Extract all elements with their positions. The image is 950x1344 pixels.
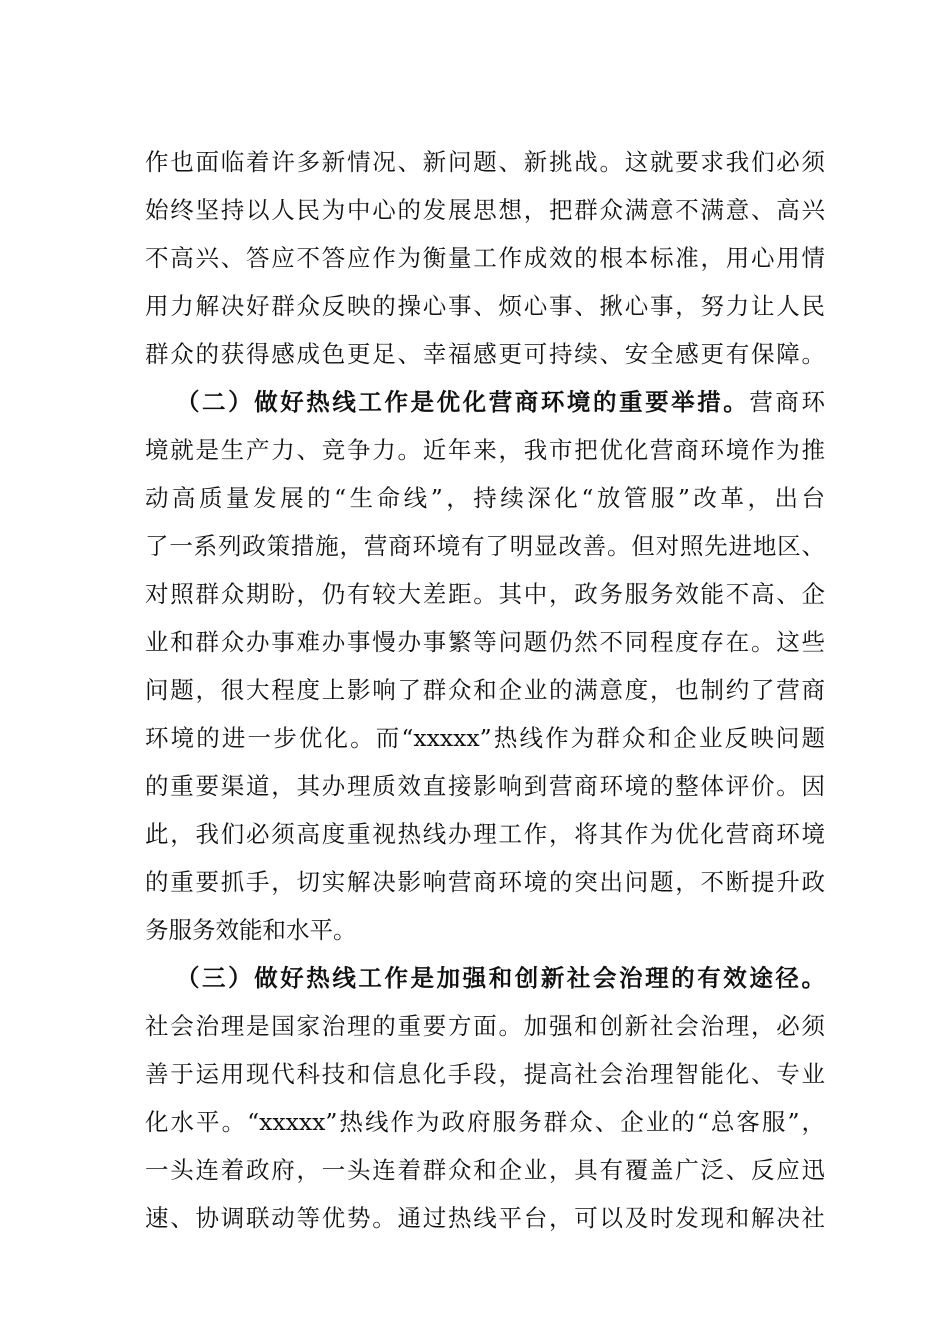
text-line: 对照群众期盼，仍有较大差距。其中，政务服务效能不高、企 — [145, 580, 825, 608]
text-span: 营商环 — [749, 388, 825, 416]
text-line: 业和群众办事难办事慢办事繁等问题仍然不同程度存在。这些 — [145, 628, 825, 656]
text-line: 问题，很大程度上影响了群众和企业的满意度，也制约了营商 — [145, 676, 825, 704]
section-heading-3: （三）做好热线工作是加强和创新社会治理的有效途径。 — [176, 964, 825, 992]
text-line — [145, 954, 825, 1002]
text-line: 务服务效能和水平。 — [145, 916, 357, 944]
text-line: 始终坚持以人民为中心的发展思想，把群众满意不满意、高兴 — [145, 196, 825, 224]
text-line: 此，我们必须高度重视热线办理工作，将其作为优化营商环境 — [145, 820, 825, 848]
text-line: 不高兴、答应不答应作为衡量工作成效的根本标准，用心用情 — [145, 244, 825, 272]
text-line: 社会治理是国家治理的重要方面。加强和创新社会治理，必须 — [145, 1012, 825, 1040]
text-line: 动高质量发展的“生命线”，持续深化“放管服”改革，出台 — [145, 484, 825, 512]
text-line: 速、协调联动等优势。通过热线平台，可以及时发现和解决社 — [145, 1204, 825, 1232]
text-line: 善于运用现代科技和信息化手段，提高社会治理智能化、专业 — [145, 1060, 825, 1088]
paragraph-3 — [145, 954, 825, 1242]
paragraph-1 — [145, 138, 825, 378]
text-line — [145, 378, 825, 426]
text-line: 用力解决好群众反映的操心事、烦心事、揪心事，努力让人民 — [145, 292, 825, 320]
paragraph-2 — [145, 378, 825, 954]
body-text — [145, 138, 825, 1242]
text-line: 化水平。“xxxxx”热线作为政府服务群众、企业的“总客服”， — [145, 1108, 825, 1136]
section-heading-2: （二）做好热线工作是优化营商环境的重要举措。 — [176, 388, 750, 416]
text-line: 群众的获得感成色更足、幸福感更可持续、安全感更有保障。 — [145, 340, 825, 368]
text-line: 一头连着政府，一头连着群众和企业，具有覆盖广泛、反应迅 — [145, 1156, 825, 1184]
text-line: 的重要抓手，切实解决影响营商环境的突出问题，不断提升政 — [145, 868, 825, 896]
text-line: 了一系列政策措施，营商环境有了明显改善。但对照先进地区、 — [145, 532, 825, 560]
text-line: 环境的进一步优化。而“xxxxx”热线作为群众和企业反映问题 — [145, 724, 825, 752]
text-line: 境就是生产力、竞争力。近年来，我市把优化营商环境作为推 — [145, 436, 825, 464]
text-line: 作也面临着许多新情况、新问题、新挑战。这就要求我们必须 — [145, 148, 825, 176]
text-line: 的重要渠道，其办理质效直接影响到营商环境的整体评价。因 — [145, 772, 825, 800]
